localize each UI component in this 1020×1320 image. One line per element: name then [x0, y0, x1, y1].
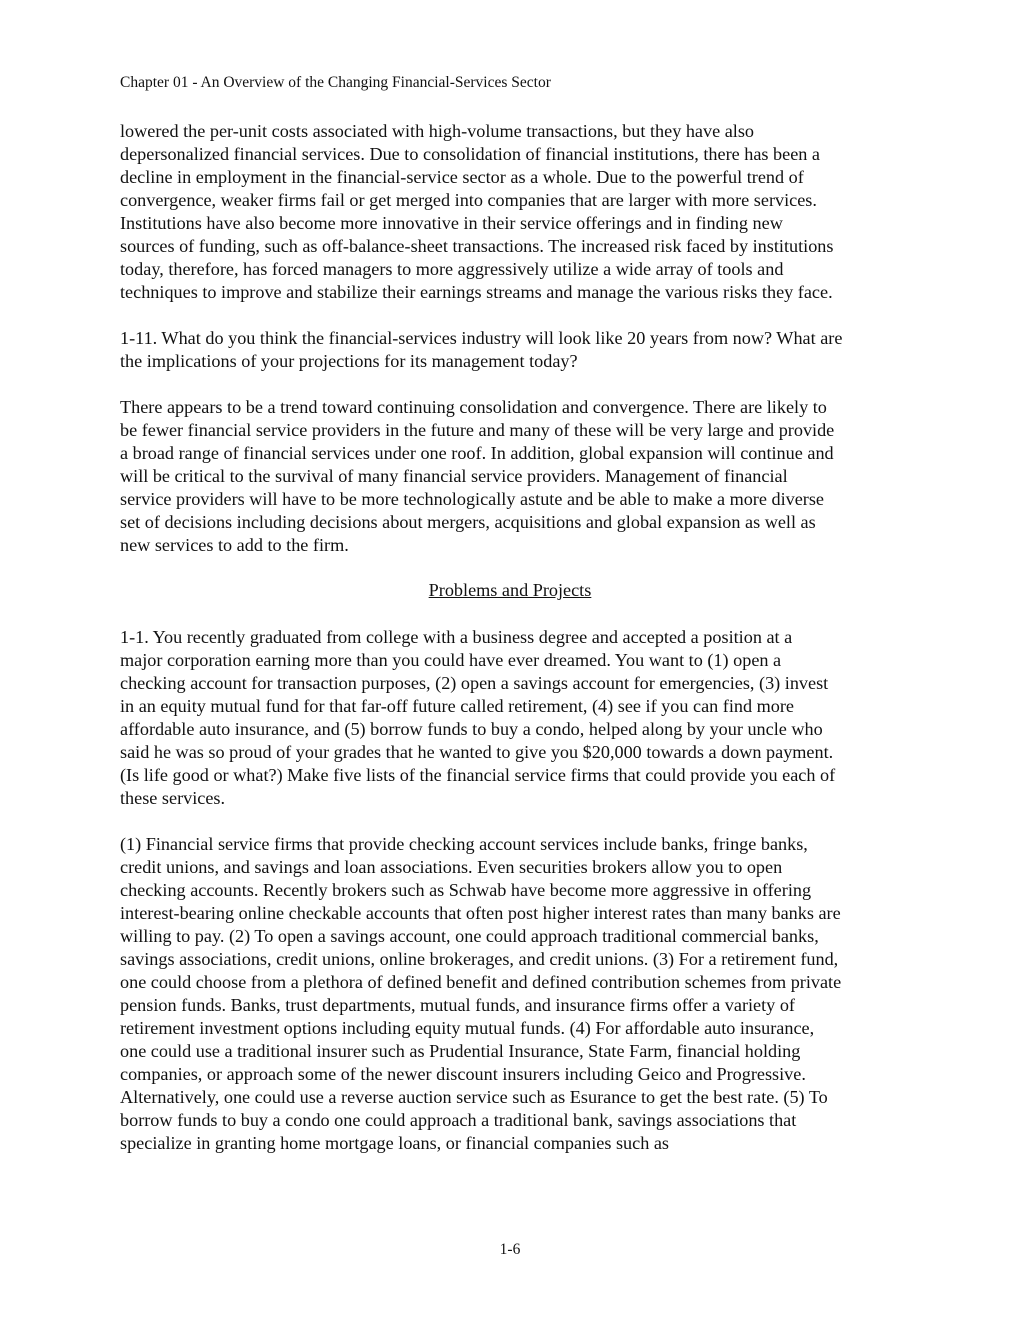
text-line: interest-bearing online checkable accounts that often post higher interest rates than many banks are: [120, 903, 841, 923]
text-line: techniques to improve and stabilize their earnings streams and manage the various risks they face.: [120, 282, 833, 302]
text-line: checking accounts. Recently brokers such as Schwab have become more aggressive in offering: [120, 880, 812, 900]
running-header: Chapter 01 - An Overview of the Changing Financial-Services Sector: [120, 74, 551, 91]
text-line: decline in employment in the financial-service sector as a whole. Due to the powerful trend of: [120, 167, 804, 187]
text-line: set of decisions including decisions about mergers, acquisitions and global expansion as well as: [120, 512, 816, 532]
text-line: be fewer financial service providers in the future and many of these will be very large and provide: [120, 420, 835, 440]
text-line: companies, or approach some of the newer discount insurers including Geico and Progressive.: [120, 1064, 806, 1084]
text-line: convergence, weaker firms fail or get merged into companies that are larger with more services.: [120, 190, 817, 210]
text-line: There appears to be a trend toward continuing consolidation and convergence. There are likely to: [120, 397, 827, 417]
text-line: (1) Financial service firms that provide checking account services include banks, fringe banks,: [120, 834, 808, 854]
text-line: lowered the per-unit costs associated with high-volume transactions, but they have also: [120, 121, 755, 141]
text-line: savings associations, credit unions, online brokerages, and credit unions. (3) For a retirement fund,: [120, 949, 839, 969]
text-line: a broad range of financial services under one roof. In addition, global expansion will continue and: [120, 443, 834, 463]
text-line: depersonalized financial services. Due to consolidation of financial institutions, there has been a: [120, 144, 820, 164]
answer-1-1: [120, 833, 910, 1155]
problem-1-1: [120, 626, 910, 810]
text-line: will be critical to the survival of many financial service providers. Management of financial: [120, 466, 788, 486]
text-line: new services to add to the firm.: [120, 535, 349, 555]
text-line: retirement investment options including equity mutual funds. (4) For affordable auto insurance,: [120, 1018, 815, 1038]
section-heading: Problems and Projects: [428, 580, 592, 600]
text-line: said he was so proud of your grades that he wanted to give you $20,000 towards a down payment.: [120, 742, 834, 762]
text-line: (Is life good or what?) Make five lists of the financial service firms that could provide you each of: [120, 765, 836, 785]
text-line: Institutions have also become more innovative in their service offerings and in finding new: [120, 213, 783, 233]
text-line: willing to pay. (2) To open a savings account, one could approach traditional commercial banks,: [120, 926, 819, 946]
text-line: borrow funds to buy a condo one could approach a traditional bank, savings associations that: [120, 1110, 797, 1130]
text-line: service providers will have to be more technologically astute and be able to make a more diverse: [120, 489, 825, 509]
text-line: one could choose from a plethora of defined benefit and defined contribution schemes from private: [120, 972, 842, 992]
paragraph-intro: [120, 120, 910, 304]
text-line: sources of funding, such as off-balance-sheet transactions. The increased risk faced by institutions: [120, 236, 834, 256]
text-line: the implications of your projections for its management today?: [120, 351, 578, 371]
text-line: Alternatively, one could use a reverse auction service such as Esurance to get the best rate. (5) To: [120, 1087, 828, 1107]
text-line: in an equity mutual fund for that far-off future called retirement, (4) see if you can find more: [120, 696, 795, 716]
text-line: checking account for transaction purposes, (2) open a savings account for emergencies, (3) invest: [120, 673, 829, 693]
text-line: pension funds. Banks, trust departments, mutual funds, and insurance firms offer a variety of: [120, 995, 795, 1015]
text-line: one could use a traditional insurer such as Prudential Insurance, State Farm, financial holding: [120, 1041, 801, 1061]
text-line: 1-11. What do you think the financial-services industry will look like 20 years from now? What are: [120, 328, 843, 348]
page-number: 1-6: [499, 1241, 521, 1258]
text-line: credit unions, and savings and loan associations. Even securities brokers allow you to open: [120, 857, 783, 877]
answer-1-11: [120, 396, 910, 557]
text-line: 1-1. You recently graduated from college with a business degree and accepted a position at a: [120, 627, 793, 647]
text-line: today, therefore, has forced managers to more aggressively utilize a wide array of tools and: [120, 259, 784, 279]
text-line: major corporation earning more than you could have ever dreamed. You want to (1) open a: [120, 650, 782, 670]
question-1-11: [120, 327, 910, 373]
text-line: these services.: [120, 788, 226, 808]
text-line: specialize in granting home mortgage loans, or financial companies such as: [120, 1133, 669, 1153]
text-line: affordable auto insurance, and (5) borrow funds to buy a condo, helped along by your uncle who: [120, 719, 823, 739]
